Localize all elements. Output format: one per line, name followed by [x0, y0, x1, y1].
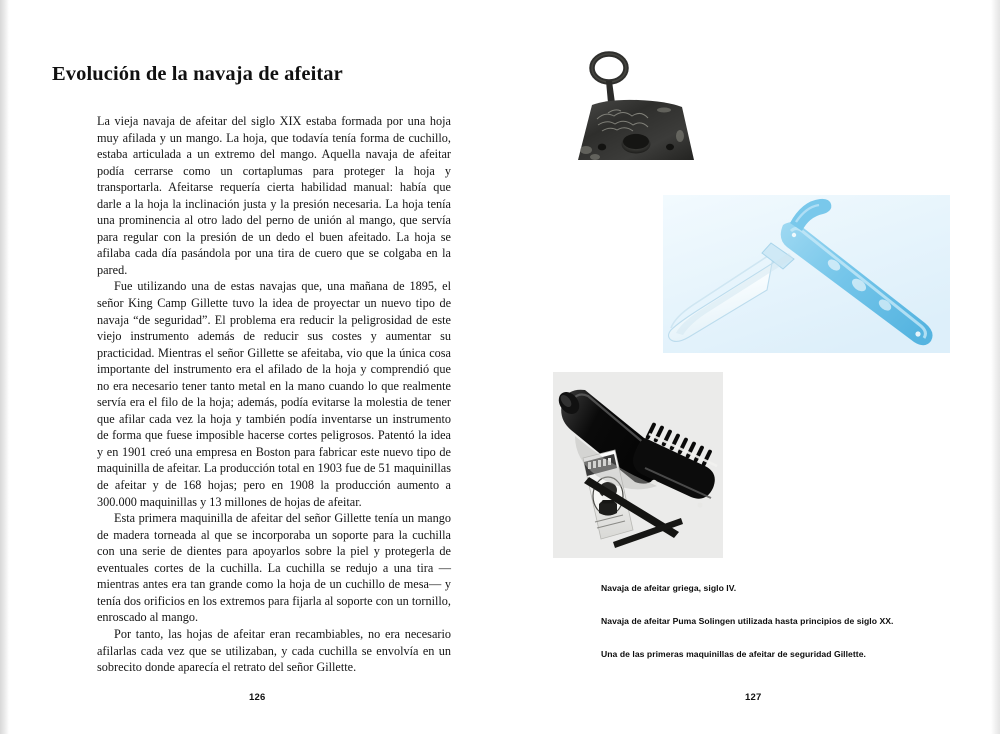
body-paragraph: Esta primera maquinilla de afeitar del señor Gillette tenía un mango de madera torneada al que se incorporaba un soporte para la cuchilla con una serie de dientes para apoyarlos sobre la piel y protegerla de eventuales cortes de la cuchilla. La cuchilla se redujo a una tira —mientras antes era tan grande como la hoja de un cuchillo de mesa— y tenía dos orificios en los extremos para fijarla al soporte con un tornillo, enroscado al mango. — [97, 511, 451, 625]
page-number-right: 127 — [745, 692, 762, 703]
figure-captions — [601, 582, 971, 660]
page-edge-right — [991, 0, 1000, 734]
body-paragraph: Por tanto, las hojas de afeitar eran recambiables, no era necesario afilarlas cada vez que se utilizaban, y cada cuchilla se envolvía en un sobrecito donde aparecía el retrato del señor Gillette. — [97, 626, 451, 675]
body-paragraph: Fue utilizando una de estas navajas que, una mañana de 1895, el señor King Camp Gillette tuvo la idea de proyectar un nuevo tipo de navaja “de seguridad”. El problema era reducir la peligrosidad de este viejo instrumento además de reducir sus costes y aumentar su practicidad. Mientras el señor Gillette se afeitaba, vio que la única cosa importante del instrumento era el afilado de la hoja y comprendió que no era necesario tener tanto metal en la mano cuando lo que realmente servía era el filo de la hoja; además, podía evitarse la molestia de tener que afilar cada vez la hoja y también podía inventarse un instrumento de forma que fuese imposible hacerse cortes peligrosos. Patentó la idea y en 1901 creó una empresa en Boston para fabricar este nuevo tipo de maquinilla de afeitar. La producción total en 1903 fue de 51 maquinillas de afeitar y de 168 hojas; pero en 1908 la producción aumento a 300.000 maquinillas y 13 millones de hojas de afeitar. — [97, 279, 451, 509]
page-title: Evolución de la navaja de afeitar — [52, 62, 343, 85]
body-paragraph: La vieja navaja de afeitar del siglo XIX estaba formada por una hoja muy afilada y un mango. La hoja, que todavía tenía forma de cuchillo, estaba articulada a un extremo del mango. Aquella navaja de afeitar podía cerrarse como un cortaplumas para proteger la hoja y transportarla. Afeitarse requería cierta habilidad manual: había que darle a la hoja la inclinación justa y la presión necesaria. La hoja tenía una prominencia al otro lado del perno de unión al mango, que servía para regular con la presión de un dedo el buen afeitado. La hoja se afilaba cada día pasándola por una tira de cuero que se colgaba en la pared. — [97, 114, 451, 277]
body-text-column — [97, 113, 451, 676]
page-edge-left — [0, 0, 9, 734]
page-right — [500, 0, 991, 734]
caption-gillette-safety-razor: Una de las primeras maquinillas de afeitar de seguridad Gillette. — [601, 649, 866, 659]
page-left — [9, 0, 500, 734]
page-number-left: 126 — [249, 692, 266, 703]
caption-puma-solingen-razor: Navaja de afeitar Puma Solingen utilizada hasta principios de siglo XX. — [601, 616, 894, 626]
gillette-safety-razor-photo — [553, 372, 723, 558]
puma-solingen-razor-photo — [663, 195, 950, 353]
greek-razor-photo — [546, 46, 725, 174]
caption-greek-razor: Navaja de afeitar griega, siglo IV. — [601, 583, 737, 593]
